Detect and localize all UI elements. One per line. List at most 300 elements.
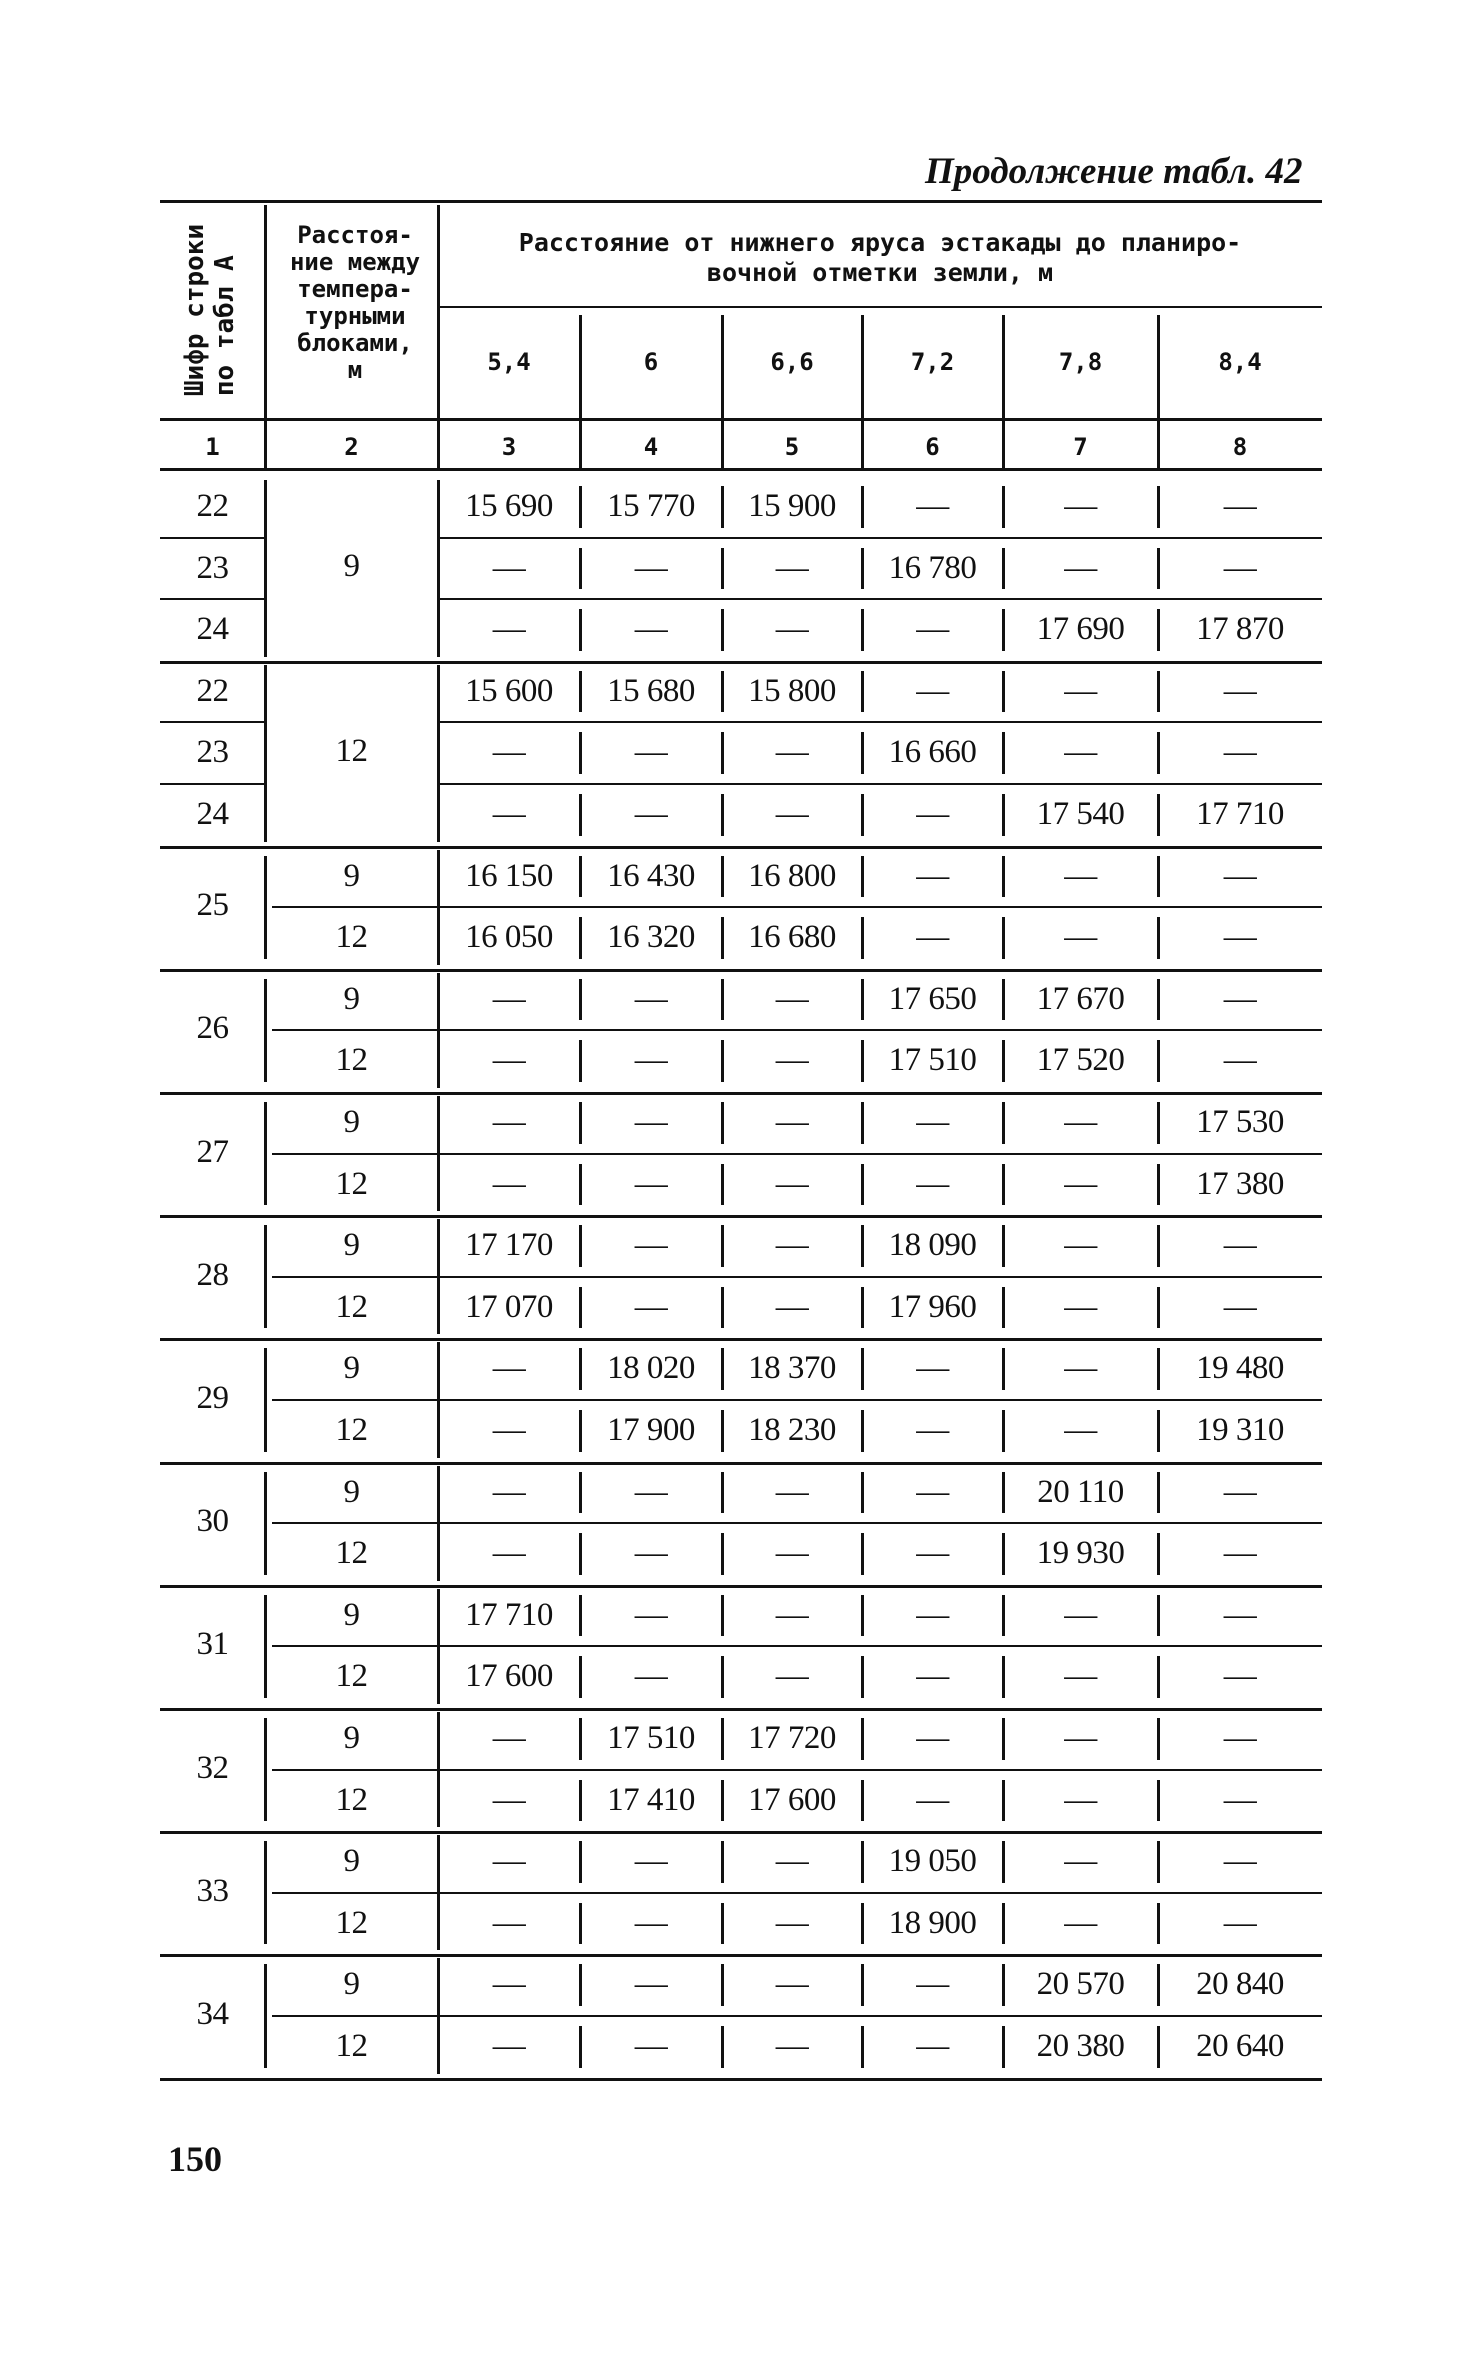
table-top-rule — [160, 200, 1322, 203]
row-code: 24 — [196, 796, 229, 832]
table-cell: — — [634, 1227, 668, 1264]
column-divider — [1157, 1040, 1160, 1082]
table-cell: — — [1223, 672, 1257, 709]
table-cell: — — [634, 1596, 668, 1633]
table-cell: 16 800 — [748, 857, 836, 894]
column-divider — [1157, 732, 1160, 774]
height-column-label: 6,6 — [770, 348, 814, 376]
column-divider — [1157, 1287, 1160, 1329]
column-divider — [579, 609, 582, 651]
header-distance-blocks-line: турными — [304, 302, 406, 330]
group-rule — [160, 661, 1322, 664]
table-cell: — — [492, 549, 526, 586]
table-cell: — — [634, 1042, 668, 1079]
table-cell: 18 090 — [888, 1227, 977, 1264]
table-cell: — — [916, 919, 949, 956]
column-divider — [264, 979, 267, 1082]
column-divider — [264, 1225, 267, 1328]
column-number: 7 — [1073, 433, 1088, 461]
table-cell: — — [634, 1535, 668, 1572]
header-distance-ground — [450, 228, 1310, 288]
table-cell: — — [1064, 1658, 1097, 1695]
group-rule — [160, 1585, 1322, 1588]
table-cell: 17 710 — [1196, 796, 1284, 832]
table-cell: — — [634, 1165, 668, 1202]
block-spacing: 9 — [343, 1596, 360, 1633]
block-spacing: 12 — [335, 1658, 368, 1695]
column-divider — [1157, 1656, 1160, 1698]
row-code: 22 — [196, 488, 229, 524]
table-cell: — — [634, 549, 668, 586]
table-cell: — — [492, 1104, 526, 1140]
table-cell: — — [1064, 734, 1097, 771]
column-divider — [1002, 1903, 1005, 1945]
table-cell: — — [634, 2028, 668, 2064]
table-cell: — — [1064, 1904, 1097, 1941]
column-divider — [721, 1964, 724, 2006]
table-cell: — — [1223, 1288, 1257, 1325]
column-number: 1 — [205, 433, 220, 461]
column-divider — [437, 480, 440, 657]
column-divider — [1157, 548, 1160, 590]
table-cell: 20 110 — [1037, 1473, 1124, 1510]
table-cell: — — [1223, 488, 1257, 524]
column-divider — [721, 1164, 724, 1206]
column-divider — [721, 2026, 724, 2068]
column-divider — [264, 1102, 267, 1205]
table-cell: — — [775, 549, 809, 586]
column-divider — [1002, 1533, 1005, 1575]
header-row-code — [160, 205, 260, 415]
row-divider — [440, 598, 1322, 600]
column-numbers-rule — [160, 468, 1322, 471]
column-divider — [1002, 1348, 1005, 1390]
row-code: 27 — [196, 1133, 229, 1170]
table-cell: — — [1223, 549, 1257, 586]
column-divider — [579, 1472, 582, 1514]
table-cell: — — [775, 1042, 809, 1079]
column-divider — [1157, 1472, 1160, 1514]
table-cell: — — [916, 1165, 949, 1202]
table-cell: — — [916, 2028, 949, 2064]
row-divider — [272, 1153, 1322, 1155]
table-cell: — — [634, 1843, 668, 1880]
column-divider — [721, 486, 724, 528]
column-divider — [1002, 979, 1005, 1021]
table-cell: — — [775, 980, 809, 1017]
table-cell: — — [775, 1966, 809, 2003]
group-rule — [160, 1831, 1322, 1834]
table-cell: 17 690 — [1036, 611, 1125, 648]
table-cell: — — [916, 1596, 949, 1633]
column-divider — [1002, 856, 1005, 898]
column-divider — [861, 1410, 864, 1452]
table-cell: — — [492, 1412, 526, 1448]
column-divider — [721, 1841, 724, 1883]
table-cell: — — [916, 1535, 949, 1572]
column-divider — [437, 973, 440, 1088]
column-divider — [579, 732, 582, 774]
column-divider — [1157, 1533, 1160, 1575]
block-spacing: 12 — [335, 733, 368, 770]
column-divider — [861, 1841, 864, 1883]
column-divider — [1157, 671, 1160, 713]
table-cell: 16 150 — [465, 857, 553, 894]
column-divider — [579, 1656, 582, 1698]
table-cell: — — [492, 1843, 526, 1880]
row-code: 34 — [196, 1996, 229, 2032]
table-cell: 17 650 — [888, 980, 977, 1017]
table-cell: — — [1223, 1843, 1257, 1880]
row-divider — [272, 1769, 1322, 1771]
column-divider — [264, 665, 267, 842]
table-cell: — — [775, 1904, 809, 1941]
block-spacing: 9 — [343, 1350, 360, 1387]
block-spacing: 9 — [343, 1966, 360, 2003]
table-cell: — — [492, 2028, 526, 2064]
column-divider — [264, 1841, 267, 1944]
column-divider — [721, 1903, 724, 1945]
column-divider — [1002, 794, 1005, 836]
row-divider — [440, 783, 1322, 785]
block-spacing: 9 — [343, 980, 360, 1017]
table-cell: — — [492, 1781, 526, 1818]
column-divider — [437, 1835, 440, 1950]
table-cell: — — [634, 1904, 668, 1941]
column-divider — [437, 1958, 440, 2073]
table-cell: — — [775, 1658, 809, 1695]
row-divider — [272, 2015, 1322, 2017]
table-cell: — — [1064, 1288, 1097, 1325]
row-code: 23 — [196, 734, 229, 771]
row-divider — [160, 783, 265, 785]
column-divider — [264, 1472, 267, 1575]
column-divider — [861, 1472, 864, 1514]
header-distance-blocks-line: темпера- — [297, 275, 413, 303]
column-divider — [579, 1040, 582, 1082]
table-cell: — — [916, 1781, 949, 1818]
table-cell: — — [634, 1288, 668, 1325]
column-divider — [437, 1219, 440, 1334]
column-divider — [579, 856, 582, 898]
column-number: 5 — [784, 433, 800, 461]
table-cell: — — [634, 980, 668, 1017]
table-cell: — — [492, 611, 526, 648]
block-spacing: 9 — [343, 1227, 360, 1264]
table-cell: — — [1223, 857, 1257, 894]
header-distance-blocks-line: ние между — [289, 248, 421, 276]
row-divider — [272, 1029, 1322, 1031]
column-divider — [1002, 1841, 1005, 1883]
height-column-label: 7,2 — [910, 348, 955, 376]
table-cell: — — [492, 1473, 526, 1510]
column-number: 6 — [925, 433, 940, 461]
column-divider — [1157, 1225, 1160, 1267]
table-cell: — — [775, 1596, 809, 1633]
row-divider — [272, 1522, 1322, 1524]
column-divider — [721, 1040, 724, 1082]
table-cell: — — [916, 1966, 949, 2003]
table-cell: 17 380 — [1196, 1165, 1284, 1202]
table-cell: — — [1064, 1227, 1097, 1264]
column-divider — [721, 609, 724, 651]
table-cell: 20 640 — [1196, 2028, 1284, 2064]
column-divider — [721, 1595, 724, 1637]
block-spacing: 12 — [335, 1042, 368, 1079]
table-cell: 15 600 — [465, 672, 553, 709]
column-divider — [1157, 1841, 1160, 1883]
table-cell: — — [916, 1104, 949, 1140]
column-divider — [264, 1964, 267, 2067]
row-code: 22 — [196, 672, 229, 709]
table-cell: 17 710 — [465, 1596, 553, 1633]
column-divider — [721, 979, 724, 1021]
column-divider — [1157, 486, 1160, 528]
table-cell: — — [492, 1720, 526, 1756]
table-cell: 19 480 — [1196, 1350, 1284, 1387]
header-subrule — [440, 306, 1322, 308]
table-cell: — — [1064, 549, 1097, 586]
column-divider — [1002, 1410, 1005, 1452]
row-divider — [272, 1892, 1322, 1894]
table-cell: — — [634, 1104, 668, 1140]
table-cell: 17 540 — [1036, 796, 1125, 832]
column-divider — [1157, 1718, 1160, 1760]
block-spacing: 12 — [335, 1781, 368, 1818]
table-cell: — — [634, 1473, 668, 1510]
table-cell: — — [1064, 1596, 1097, 1633]
column-divider — [579, 671, 582, 713]
header-divider — [437, 205, 440, 468]
column-divider — [1157, 917, 1160, 959]
group-rule — [160, 1462, 1322, 1465]
column-divider — [1157, 856, 1160, 898]
column-divider — [861, 1718, 864, 1760]
table-cell: 15 900 — [748, 488, 836, 524]
block-spacing: 9 — [343, 1843, 360, 1880]
table-cell: 17 900 — [607, 1412, 695, 1448]
header-divider — [579, 315, 582, 468]
header-bottom-rule — [160, 418, 1322, 421]
column-divider — [264, 1595, 267, 1698]
column-divider — [579, 2026, 582, 2068]
column-divider — [579, 1903, 582, 1945]
table-cell: — — [634, 796, 668, 832]
column-divider — [1002, 1780, 1005, 1822]
row-divider — [160, 537, 265, 539]
table-cell: — — [492, 1350, 526, 1387]
table-cell: — — [916, 611, 949, 648]
group-rule — [160, 1092, 1322, 1095]
height-column-label: 6 — [643, 348, 659, 376]
table-cell: — — [1223, 1227, 1257, 1264]
row-code: 28 — [196, 1256, 229, 1293]
column-divider — [721, 917, 724, 959]
table-cell: — — [1064, 1412, 1097, 1448]
column-divider — [721, 856, 724, 898]
group-rule — [160, 1338, 1322, 1341]
table-cell: 17 070 — [465, 1288, 553, 1325]
page-number: 150 — [168, 2139, 222, 2179]
table-cell: — — [775, 796, 809, 832]
table-cell: 15 770 — [607, 488, 695, 524]
column-divider — [437, 1589, 440, 1704]
table-cell: — — [916, 857, 949, 894]
table-cell: 17 600 — [465, 1658, 553, 1695]
table-cell: 17 510 — [888, 1042, 977, 1079]
table-cell: — — [1064, 1104, 1097, 1140]
column-divider — [579, 1533, 582, 1575]
table-cell: — — [916, 1658, 949, 1695]
table-cell: — — [916, 672, 949, 709]
table-cell: 18 370 — [748, 1350, 836, 1387]
table-cell: 18 900 — [888, 1904, 977, 1941]
table-cell: 16 320 — [607, 919, 695, 956]
column-divider — [861, 917, 864, 959]
table-cell: — — [1223, 1720, 1257, 1756]
header-divider — [721, 315, 724, 468]
column-divider — [721, 732, 724, 774]
column-number: 4 — [643, 433, 659, 461]
table-cell: — — [492, 1165, 526, 1202]
column-divider — [721, 1656, 724, 1698]
header-distance-blocks-line: Расстоя- — [297, 221, 413, 249]
column-divider — [861, 856, 864, 898]
table-cell: 18 020 — [607, 1350, 695, 1387]
column-divider — [861, 1348, 864, 1390]
block-spacing: 12 — [335, 1412, 368, 1448]
column-divider — [1157, 609, 1160, 651]
block-spacing: 12 — [335, 1165, 368, 1202]
header-distance-ground-line1: Расстояние от нижнего яруса эстакады до планиро- — [518, 228, 1242, 257]
column-divider — [1002, 917, 1005, 959]
column-divider — [1002, 609, 1005, 651]
column-divider — [721, 1102, 724, 1144]
column-divider — [1157, 1410, 1160, 1452]
block-spacing: 12 — [335, 1535, 368, 1572]
table-cell: — — [1064, 919, 1097, 956]
column-divider — [1002, 1718, 1005, 1760]
column-divider — [1002, 1040, 1005, 1082]
table-cell: — — [634, 734, 668, 771]
column-divider — [861, 671, 864, 713]
column-divider — [437, 1342, 440, 1457]
column-divider — [861, 1533, 864, 1575]
column-divider — [264, 1348, 267, 1451]
table-cell: 17 170 — [465, 1227, 553, 1264]
column-divider — [861, 1780, 864, 1822]
table-cell: 17 510 — [607, 1720, 695, 1756]
column-divider — [579, 1348, 582, 1390]
column-divider — [1157, 1348, 1160, 1390]
row-code: 23 — [196, 549, 229, 586]
table-cell: — — [634, 1966, 668, 2003]
column-divider — [1002, 1656, 1005, 1698]
table-cell: — — [916, 1473, 949, 1510]
column-divider — [721, 1287, 724, 1329]
column-divider — [264, 856, 267, 959]
row-divider — [440, 721, 1322, 723]
table-cell: — — [916, 1412, 949, 1448]
table-cell: — — [1064, 1781, 1097, 1818]
block-spacing: 12 — [335, 2028, 368, 2064]
table-cell: — — [775, 2028, 809, 2064]
column-divider — [1157, 1964, 1160, 2006]
column-divider — [861, 1903, 864, 1945]
column-divider — [1157, 2026, 1160, 2068]
column-divider — [264, 1718, 267, 1821]
table-cell: — — [916, 1720, 949, 1756]
table-cell: 17 960 — [888, 1288, 977, 1325]
column-divider — [579, 1964, 582, 2006]
table-cell: 19 930 — [1036, 1535, 1125, 1572]
column-divider — [1002, 1102, 1005, 1144]
column-divider — [437, 665, 440, 842]
block-spacing: 9 — [343, 857, 360, 894]
column-divider — [579, 1410, 582, 1452]
table-cell: — — [634, 1658, 668, 1695]
row-code: 31 — [196, 1626, 229, 1663]
column-divider — [861, 2026, 864, 2068]
table-cell: 16 050 — [465, 919, 553, 956]
column-divider — [861, 1287, 864, 1329]
block-spacing: 9 — [343, 548, 360, 585]
column-divider — [579, 794, 582, 836]
column-divider — [579, 1718, 582, 1760]
table-cell: 17 870 — [1196, 611, 1284, 648]
table-cell: — — [775, 1288, 809, 1325]
column-divider — [1002, 1472, 1005, 1514]
header-divider — [264, 205, 267, 468]
header-distance-blocks — [270, 222, 440, 384]
row-code: 26 — [196, 1010, 229, 1047]
column-divider — [861, 1964, 864, 2006]
column-divider — [1157, 794, 1160, 836]
table-cell: — — [1223, 1473, 1257, 1510]
column-divider — [437, 1096, 440, 1211]
group-rule — [160, 846, 1322, 849]
column-divider — [861, 548, 864, 590]
column-divider — [579, 1225, 582, 1267]
column-divider — [264, 480, 267, 657]
height-column-label: 7,8 — [1058, 348, 1103, 376]
table-cell: 20 840 — [1196, 1966, 1284, 2003]
column-divider — [579, 1164, 582, 1206]
column-divider — [721, 794, 724, 836]
table-cell: — — [775, 1473, 809, 1510]
table-cell: — — [1064, 1165, 1097, 1202]
table-cell: — — [1223, 1596, 1257, 1633]
column-divider — [1157, 1595, 1160, 1637]
column-divider — [861, 486, 864, 528]
column-divider — [861, 1656, 864, 1698]
table-cell: — — [775, 1535, 809, 1572]
table-cell: — — [634, 611, 668, 648]
table-cell: 18 230 — [748, 1412, 836, 1448]
height-column-label: 5,4 — [487, 348, 531, 376]
column-divider — [1002, 1595, 1005, 1637]
table-cell: 16 680 — [748, 919, 836, 956]
column-divider — [861, 979, 864, 1021]
column-divider — [721, 1410, 724, 1452]
header-distance-blocks-line: м — [347, 356, 363, 384]
header-row-code-line1: Шифр строки — [180, 223, 210, 397]
group-rule — [160, 1215, 1322, 1218]
table-cell: — — [492, 1966, 526, 2003]
column-divider — [1157, 1164, 1160, 1206]
column-divider — [721, 1472, 724, 1514]
column-divider — [721, 671, 724, 713]
